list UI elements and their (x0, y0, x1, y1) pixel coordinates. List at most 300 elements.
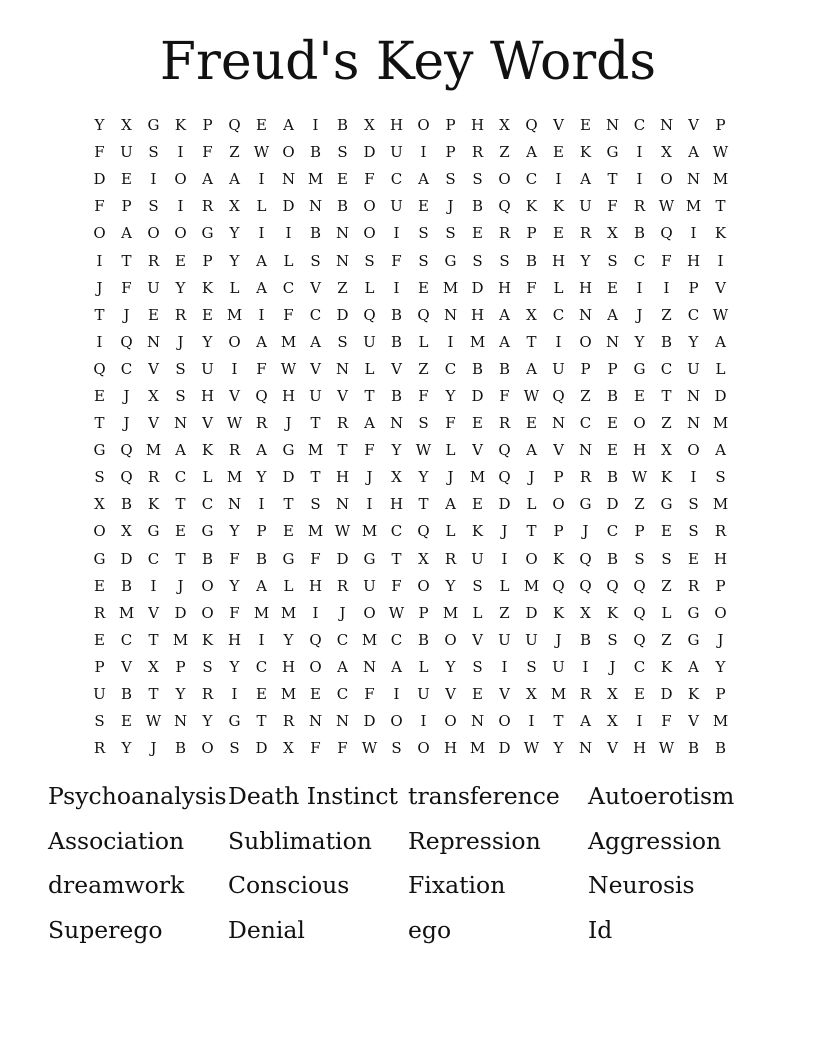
grid-letter: S (418, 414, 429, 433)
grid-letter: F (661, 712, 672, 731)
grid-letter: M (280, 685, 297, 704)
grid-letter: S (445, 224, 456, 243)
grid-letter: V (607, 739, 618, 758)
grid-letter: O (390, 712, 403, 731)
grid-letter: V (148, 414, 159, 433)
grid-row (86, 275, 734, 302)
grid-letter: T (661, 386, 672, 405)
grid-letter: I (582, 657, 589, 676)
grid-letter: S (391, 739, 402, 758)
grid-letter: S (229, 739, 240, 758)
grid-letter: C (633, 251, 646, 270)
grid-letter: S (310, 251, 321, 270)
grid-letter: X (526, 305, 537, 324)
grid-letter: T (364, 386, 375, 405)
grid-letter: A (418, 170, 429, 189)
grid-letter: D (498, 739, 511, 758)
grid-letter: Q (120, 441, 133, 460)
grid-letter: I (393, 278, 400, 297)
grid-letter: M (469, 332, 486, 351)
grid-letter: Y (229, 657, 240, 676)
grid-letter: J (447, 197, 454, 216)
grid-letter: A (607, 305, 618, 324)
grid-letter: D (120, 549, 133, 568)
word-list-item: Superego (48, 915, 163, 944)
grid-letter: D (93, 170, 106, 189)
grid-letter: N (470, 712, 485, 731)
grid-letter: R (579, 685, 592, 704)
grid-letter: X (121, 116, 132, 135)
grid-letter: S (148, 143, 159, 162)
grid-letter: D (714, 386, 727, 405)
grid-letter: B (579, 630, 592, 649)
grid-letter: E (634, 386, 645, 405)
grid-letter: L (418, 332, 429, 351)
grid-letter: S (175, 386, 186, 405)
grid-letter: O (444, 630, 457, 649)
grid-letter: W (523, 386, 540, 405)
grid-letter: J (555, 630, 562, 649)
grid-letter: S (634, 549, 645, 568)
grid-letter: F (364, 685, 375, 704)
grid-letter: I (717, 251, 724, 270)
grid-letter: F (445, 414, 456, 433)
grid-letter: U (525, 630, 538, 649)
grid-letter: C (579, 414, 592, 433)
grid-letter: Z (337, 278, 348, 297)
grid-letter: P (202, 116, 213, 135)
grid-letter: G (201, 522, 214, 541)
grid-letter: U (390, 143, 403, 162)
grid-row (86, 166, 734, 193)
grid-letter: L (229, 278, 240, 297)
grid-letter: A (580, 712, 591, 731)
grid-letter: C (390, 522, 403, 541)
grid-letter: V (445, 685, 456, 704)
grid-letter: C (390, 170, 403, 189)
grid-letter: E (607, 414, 618, 433)
grid-letter: O (147, 224, 160, 243)
grid-letter: C (336, 685, 349, 704)
grid-letter: D (336, 305, 349, 324)
grid-letter: C (201, 495, 214, 514)
grid-row (86, 329, 734, 356)
grid-letter: M (280, 603, 297, 622)
grid-letter: L (283, 251, 294, 270)
grid-letter: T (418, 495, 429, 514)
grid-letter: O (363, 197, 376, 216)
grid-letter: S (337, 143, 348, 162)
grid-letter: M (685, 197, 702, 216)
grid-letter: F (121, 278, 132, 297)
grid-letter: H (308, 576, 323, 595)
grid-letter: E (553, 224, 564, 243)
word-list-item: Id (588, 915, 613, 944)
grid-letter: O (714, 603, 727, 622)
word-list (48, 774, 768, 952)
grid-letter: L (364, 359, 375, 378)
word-list-item: Conscious (228, 871, 350, 899)
grid-letter: M (442, 278, 459, 297)
grid-letter: G (363, 549, 376, 568)
grid-letter: U (147, 278, 160, 297)
grid-letter: N (335, 224, 350, 243)
grid-letter: D (336, 549, 349, 568)
grid-letter: B (390, 386, 403, 405)
grid-letter: G (93, 441, 106, 460)
grid-letter: I (690, 468, 697, 487)
grid-letter: N (605, 332, 620, 351)
grid-letter: U (687, 359, 700, 378)
grid-letter: O (633, 414, 646, 433)
grid-letter: K (552, 549, 565, 568)
grid-letter: V (148, 603, 159, 622)
grid-letter: I (258, 305, 265, 324)
grid-letter: N (443, 305, 458, 324)
grid-letter: L (553, 278, 564, 297)
grid-letter: L (715, 359, 726, 378)
grid-letter: T (337, 441, 348, 460)
grid-letter: V (337, 386, 348, 405)
grid-letter: F (229, 603, 240, 622)
grid-letter: D (471, 278, 484, 297)
grid-letter: A (715, 441, 726, 460)
grid-letter: X (661, 143, 672, 162)
grid-letter: U (552, 657, 565, 676)
grid-letter: F (337, 739, 348, 758)
grid-letter: T (148, 630, 159, 649)
grid-letter: I (636, 143, 643, 162)
grid-letter: S (472, 576, 483, 595)
grid-letter: Y (283, 630, 294, 649)
grid-letter: M (469, 739, 486, 758)
grid-letter: E (472, 414, 483, 433)
grid-letter: X (121, 522, 132, 541)
grid-letter: I (420, 143, 427, 162)
grid-row (86, 193, 734, 220)
grid-letter: N (146, 332, 161, 351)
grid-letter: D (282, 197, 295, 216)
grid-letter: M (442, 603, 459, 622)
grid-letter: I (177, 143, 184, 162)
grid-letter: P (553, 468, 564, 487)
grid-letter: J (123, 414, 130, 433)
grid-letter: D (282, 468, 295, 487)
word-list-item: transference (408, 782, 560, 810)
grid-letter: K (174, 116, 187, 135)
grid-letter: W (658, 739, 675, 758)
grid-letter: M (280, 332, 297, 351)
grid-letter: I (690, 224, 697, 243)
grid-letter: U (471, 549, 484, 568)
grid-letter: Q (93, 359, 106, 378)
grid-letter: R (201, 685, 214, 704)
grid-letter: E (175, 251, 186, 270)
grid-letter: X (364, 116, 375, 135)
grid-letter: T (310, 414, 321, 433)
grid-letter: D (363, 143, 376, 162)
grid-letter: O (201, 576, 214, 595)
grid-letter: X (418, 549, 429, 568)
grid-letter: B (471, 359, 484, 378)
grid-letter: N (281, 170, 296, 189)
grid-letter: I (150, 576, 157, 595)
grid-letter: C (687, 305, 700, 324)
grid-letter: B (201, 549, 214, 568)
grid-letter: E (175, 522, 186, 541)
grid-letter: Y (121, 739, 132, 758)
grid-letter: Y (229, 522, 240, 541)
grid-letter: R (444, 549, 457, 568)
grid-letter: V (688, 116, 699, 135)
grid-letter: G (444, 251, 457, 270)
grid-letter: H (200, 386, 215, 405)
grid-letter: V (472, 630, 483, 649)
grid-letter: U (309, 386, 322, 405)
grid-letter: S (607, 630, 618, 649)
grid-letter: Q (552, 576, 565, 595)
grid-letter: I (177, 197, 184, 216)
grid-letter: O (660, 170, 673, 189)
grid-letter: J (123, 386, 130, 405)
grid-letter: I (555, 332, 562, 351)
grid-letter: C (525, 170, 538, 189)
grid-letter: P (202, 251, 213, 270)
grid-letter: O (417, 116, 430, 135)
grid-letter: R (687, 576, 700, 595)
grid-letter: X (229, 197, 240, 216)
grid-letter: Q (498, 441, 511, 460)
grid-letter: B (309, 224, 322, 243)
grid-letter: D (363, 712, 376, 731)
grid-letter: W (226, 414, 243, 433)
grid-letter: O (174, 170, 187, 189)
grid-letter: Z (661, 576, 672, 595)
grid-letter: J (123, 305, 130, 324)
grid-letter: A (526, 359, 537, 378)
grid-letter: N (362, 657, 377, 676)
grid-letter: Y (229, 251, 240, 270)
grid-letter: D (606, 495, 619, 514)
word-list-item: Death Instinct (228, 782, 398, 810)
grid-letter: C (336, 630, 349, 649)
grid-letter: F (310, 549, 321, 568)
grid-letter: G (228, 712, 241, 731)
grid-letter: W (415, 441, 432, 460)
grid-letter: O (498, 170, 511, 189)
grid-letter: E (256, 116, 267, 135)
grid-letter: M (307, 170, 324, 189)
grid-letter: Q (363, 305, 376, 324)
grid-letter: K (660, 468, 673, 487)
grid-letter: J (582, 522, 589, 541)
grid-letter: Q (417, 305, 430, 324)
grid-letter: G (282, 441, 295, 460)
grid-letter: C (120, 630, 133, 649)
grid-letter: W (145, 712, 162, 731)
grid-letter: R (471, 143, 484, 162)
grid-letter: I (501, 549, 508, 568)
grid-letter: B (390, 305, 403, 324)
grid-letter: V (715, 278, 726, 297)
grid-letter: L (445, 522, 456, 541)
grid-letter: X (607, 685, 618, 704)
grid-letter: G (147, 116, 160, 135)
grid-letter: N (308, 197, 323, 216)
grid-row (86, 383, 734, 410)
grid-letter: S (94, 712, 105, 731)
grid-letter: A (229, 170, 240, 189)
grid-letter: A (283, 116, 294, 135)
grid-letter: K (660, 657, 673, 676)
grid-letter: S (445, 170, 456, 189)
grid-letter: S (472, 170, 483, 189)
grid-letter: I (636, 278, 643, 297)
grid-letter: O (579, 332, 592, 351)
grid-row (86, 627, 734, 654)
grid-letter: R (336, 576, 349, 595)
grid-letter: Y (175, 685, 186, 704)
grid-letter: U (498, 630, 511, 649)
grid-letter: K (552, 603, 565, 622)
grid-letter: E (580, 116, 591, 135)
grid-letter: P (94, 657, 105, 676)
grid-letter: N (335, 359, 350, 378)
grid-letter: Q (525, 116, 538, 135)
grid-letter: X (661, 441, 672, 460)
grid-letter: A (310, 332, 321, 351)
grid-letter: J (501, 522, 508, 541)
grid-letter: Q (417, 522, 430, 541)
grid-letter: B (390, 332, 403, 351)
grid-letter: D (471, 386, 484, 405)
grid-letter: W (658, 197, 675, 216)
grid-letter: I (231, 685, 238, 704)
grid-letter: Y (553, 739, 564, 758)
grid-letter: Q (579, 576, 592, 595)
grid-letter: S (418, 224, 429, 243)
grid-letter: B (336, 116, 349, 135)
grid-letter: Y (715, 657, 726, 676)
grid-letter: L (499, 576, 510, 595)
grid-letter: M (469, 468, 486, 487)
grid-letter: F (94, 197, 105, 216)
grid-letter: C (552, 305, 565, 324)
grid-letter: O (174, 224, 187, 243)
grid-letter: O (417, 739, 430, 758)
grid-letter: W (361, 739, 378, 758)
grid-letter: V (688, 712, 699, 731)
grid-letter: A (445, 495, 456, 514)
grid-letter: F (499, 386, 510, 405)
grid-letter: C (660, 359, 673, 378)
grid-letter: I (393, 685, 400, 704)
grid-letter: E (202, 305, 213, 324)
grid-letter: A (256, 441, 267, 460)
grid-letter: K (147, 495, 160, 514)
grid-letter: B (606, 549, 619, 568)
grid-letter: S (472, 251, 483, 270)
grid-letter: D (498, 495, 511, 514)
grid-letter: I (636, 712, 643, 731)
grid-letter: Z (661, 630, 672, 649)
grid-letter: T (553, 712, 564, 731)
grid-letter: H (578, 278, 593, 297)
grid-letter: T (526, 332, 537, 351)
grid-letter: K (201, 278, 214, 297)
grid-letter: P (688, 278, 699, 297)
grid-letter: M (145, 441, 162, 460)
grid-row (86, 220, 734, 247)
grid-letter: U (417, 685, 430, 704)
grid-letter: V (310, 278, 321, 297)
grid-letter: R (282, 712, 295, 731)
grid-row (86, 247, 734, 274)
grid-letter: F (391, 251, 402, 270)
grid-letter: E (418, 197, 429, 216)
grid-letter: N (389, 414, 404, 433)
grid-letter: V (310, 359, 321, 378)
grid-letter: N (335, 495, 350, 514)
grid-letter: I (447, 332, 454, 351)
grid-letter: J (528, 468, 535, 487)
grid-letter: S (175, 359, 186, 378)
grid-letter: T (256, 712, 267, 731)
grid-letter: H (281, 386, 296, 405)
grid-letter: S (526, 657, 537, 676)
word-list-item: Repression (408, 826, 541, 855)
grid-letter: A (688, 657, 699, 676)
grid-letter: Q (579, 549, 592, 568)
grid-row (86, 410, 734, 437)
grid-letter: N (551, 414, 566, 433)
grid-letter: Y (418, 468, 429, 487)
grid-letter: R (714, 522, 727, 541)
grid-letter: F (256, 359, 267, 378)
grid-row (86, 681, 734, 708)
grid-letter: A (256, 332, 267, 351)
grid-letter: M (712, 414, 729, 433)
grid-letter: M (307, 522, 324, 541)
grid-letter: S (661, 549, 672, 568)
grid-letter: C (255, 657, 268, 676)
grid-letter: I (96, 251, 103, 270)
grid-letter: Y (634, 332, 645, 351)
grid-letter: M (361, 630, 378, 649)
grid-letter: O (417, 576, 430, 595)
grid-letter: R (336, 414, 349, 433)
grid-letter: M (226, 305, 243, 324)
grid-letter: Z (661, 305, 672, 324)
grid-letter: V (148, 359, 159, 378)
grid-letter: I (555, 170, 562, 189)
grid-letter: X (148, 386, 159, 405)
grid-letter: Q (498, 197, 511, 216)
grid-row (86, 139, 734, 166)
grid-letter: V (121, 657, 132, 676)
grid-letter: M (712, 712, 729, 731)
grid-letter: O (201, 603, 214, 622)
grid-letter: X (283, 739, 294, 758)
grid-letter: T (94, 305, 105, 324)
letter-grid (86, 112, 734, 762)
grid-letter: T (148, 685, 159, 704)
grid-letter: N (173, 712, 188, 731)
grid-letter: B (255, 549, 268, 568)
grid-letter: B (471, 197, 484, 216)
grid-letter: L (472, 603, 483, 622)
grid-letter: A (499, 305, 510, 324)
